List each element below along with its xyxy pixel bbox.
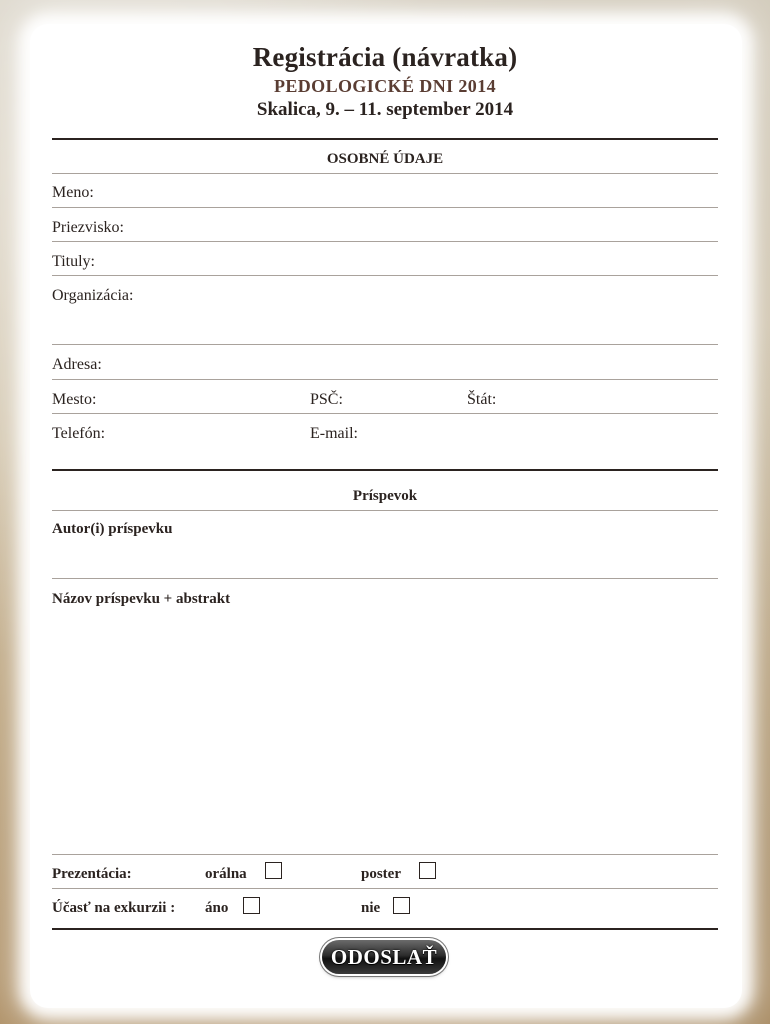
organization-field[interactable]	[150, 286, 718, 342]
phone-label: Telefón:	[52, 425, 106, 442]
oral-checkbox[interactable]	[265, 862, 282, 879]
name-label: Meno:	[52, 184, 94, 201]
titles-label: Tituly:	[52, 253, 95, 270]
title-abstract-field[interactable]	[52, 615, 718, 850]
no-checkbox[interactable]	[393, 897, 410, 914]
section-heading-contribution: Príspevok	[352, 488, 418, 504]
surname-label: Priezvisko:	[52, 219, 124, 236]
poster-label: poster	[361, 866, 401, 882]
city-field[interactable]	[105, 390, 305, 412]
organization-label: Organizácia:	[52, 287, 134, 304]
form-paper	[30, 24, 742, 1008]
no-label: nie	[361, 900, 381, 916]
oral-label: orálna	[205, 866, 247, 882]
section-heading-personal: OSOBNÉ ÚDAJE	[326, 151, 444, 167]
authors-label: Autor(i) príspevku	[52, 521, 173, 537]
divider	[52, 379, 718, 380]
submit-button[interactable]: ODOSLAŤ	[322, 940, 446, 974]
yes-label: áno	[205, 900, 229, 916]
divider	[52, 275, 718, 276]
email-label: E-mail:	[310, 425, 358, 442]
divider	[52, 578, 718, 579]
divider	[52, 888, 718, 889]
name-field[interactable]	[110, 183, 718, 205]
form-title: Registrácia (návratka)	[252, 42, 518, 72]
divider	[52, 854, 718, 855]
email-field[interactable]	[368, 424, 718, 446]
title-abstract-label: Názov príspevku + abstrakt	[52, 591, 231, 607]
zip-field[interactable]	[350, 390, 462, 412]
divider	[52, 928, 718, 930]
titles-field[interactable]	[105, 252, 718, 274]
divider	[52, 469, 718, 471]
address-label: Adresa:	[52, 356, 102, 373]
event-name: PEDOLOGICKÉ DNI 2014	[273, 76, 497, 96]
divider	[52, 173, 718, 174]
address-field[interactable]	[112, 355, 718, 377]
divider	[52, 241, 718, 242]
divider	[52, 207, 718, 208]
excursion-label: Účasť na exkurzii :	[52, 900, 176, 916]
divider	[52, 510, 718, 511]
state-label: Štát:	[467, 391, 497, 408]
yes-checkbox[interactable]	[243, 897, 260, 914]
city-label: Mesto:	[52, 391, 97, 408]
divider	[52, 413, 718, 414]
phone-field[interactable]	[115, 424, 305, 446]
state-field[interactable]	[505, 390, 718, 412]
zip-label: PSČ:	[310, 391, 343, 408]
authors-field[interactable]	[52, 544, 718, 576]
divider	[52, 344, 718, 345]
divider	[52, 138, 718, 140]
surname-field[interactable]	[140, 218, 718, 240]
event-place-date: Skalica, 9. – 11. september 2014	[256, 99, 514, 120]
presentation-label: Prezentácia:	[52, 866, 132, 882]
poster-checkbox[interactable]	[419, 862, 436, 879]
